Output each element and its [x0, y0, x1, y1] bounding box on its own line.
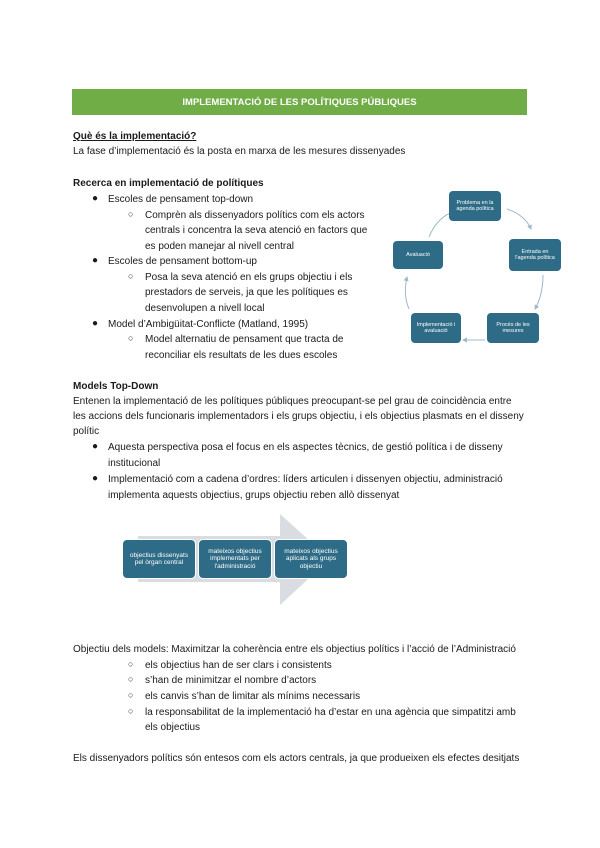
- circle-bullet-icon: ○: [128, 271, 134, 281]
- cycle-box-process: Procés de les mesures: [487, 313, 539, 343]
- section-heading-research: Recerca en implementació de polítiques: [73, 178, 264, 189]
- list-subitem: prestadors de serveis, ja que les polítiques es: [145, 287, 348, 298]
- section-text-what: La fase d’implementació és la posta en marxa de les mesures dissenyades: [73, 146, 406, 157]
- section-heading-what: Què és la implementació?: [73, 131, 197, 142]
- list-item: Escoles de pensament top-down: [108, 194, 254, 205]
- list-subitem: Posa la seva atenció en els grups objectiu i els: [145, 272, 353, 283]
- bullet-icon: ●: [92, 255, 99, 266]
- list-item-continued: implementa aquests objectius, grups objectiu reben allò dissenyat: [108, 490, 400, 501]
- circle-bullet-icon: ○: [128, 659, 134, 669]
- list-subitem: Model alternatiu de pensament que tracta de: [145, 334, 344, 345]
- list-subitem: els objectius han de ser clars i consistents: [145, 660, 332, 671]
- paragraph-line: les accions dels funcionaris implementadors i els grups objectiu, i els objectius plasmats en el disseny: [73, 411, 524, 422]
- bullet-icon: ●: [92, 193, 99, 204]
- list-item: Escoles de pensament bottom-up: [108, 256, 257, 267]
- list-subitem: reconciliar els resultats de les dues escoles: [145, 350, 338, 361]
- circle-bullet-icon: ○: [128, 209, 134, 219]
- list-subitem: es poden manejar al nivell central: [145, 241, 294, 252]
- list-subitem: la responsabilitat de la implementació ha d’estar en una agència que simpatitzi amb: [145, 707, 516, 718]
- bullet-icon: ●: [92, 473, 99, 484]
- list-item-continued: institucional: [108, 458, 161, 469]
- cycle-box-implementation: Implementació i avaluació: [411, 313, 461, 343]
- list-item: Aquesta perspectiva posa el focus en els aspectes tècnics, de gestió política i de disseny: [108, 442, 503, 453]
- circle-bullet-icon: ○: [128, 706, 134, 716]
- list-subitem: s’han de minimitzar el nombre d’actors: [145, 675, 317, 686]
- list-subitem: Comprèn als dissenyadors polítics com els actors: [145, 210, 365, 221]
- cycle-box-agenda: Entrada en l'agenda política: [509, 239, 561, 271]
- section-lead-objective: Objectiu dels models: Maximitzar la coherència entre els objectius polítics i l’acció de l’Administració: [73, 644, 516, 655]
- page-banner: IMPLEMENTACIÓ DE LES POLÍTIQUES PÚBLIQUES: [72, 89, 527, 115]
- bullet-icon: ●: [92, 441, 99, 452]
- list-subitem-continued: els objectius: [145, 722, 201, 733]
- list-subitem: desenvolupen a nivell local: [145, 303, 265, 314]
- closing-text: Els dissenyadors polítics són entesos com els actors centrals, ja que produeixen els efectes desitjats: [73, 753, 520, 764]
- process-step-admin: mateixos objectius implementats per l'administració: [198, 539, 272, 579]
- process-diagram: [118, 512, 358, 607]
- bullet-icon: ●: [92, 318, 99, 329]
- cycle-diagram: [385, 185, 565, 350]
- circle-bullet-icon: ○: [128, 690, 134, 700]
- cycle-box-evaluation: Avaluació: [393, 241, 443, 269]
- process-step-target: mateixos objectius aplicats als grups objectiu: [274, 539, 348, 579]
- paragraph-line: polític: [73, 426, 100, 437]
- section-heading-topdown: Models Top-Down: [73, 381, 159, 392]
- paragraph-line: Entenen la implementació de les polítiques públiques preocupant-se pel grau de coincidència entre: [73, 396, 512, 407]
- process-step-design: objectius dissenyats pel òrgan central: [122, 539, 196, 579]
- circle-bullet-icon: ○: [128, 333, 134, 343]
- list-item: Implementació com a cadena d’ordres: líders articulen i dissenyen objectiu, administració: [108, 474, 503, 485]
- list-subitem: centrals i concentra la seva atenció en factors que: [145, 225, 368, 236]
- cycle-box-problem: Problema en la agenda política: [449, 191, 501, 221]
- circle-bullet-icon: ○: [128, 674, 134, 684]
- list-item: Model d’Ambigüitat-Conflicte (Matland, 1995): [108, 319, 309, 330]
- list-subitem: els canvis s’han de limitar als mínims necessaris: [145, 691, 361, 702]
